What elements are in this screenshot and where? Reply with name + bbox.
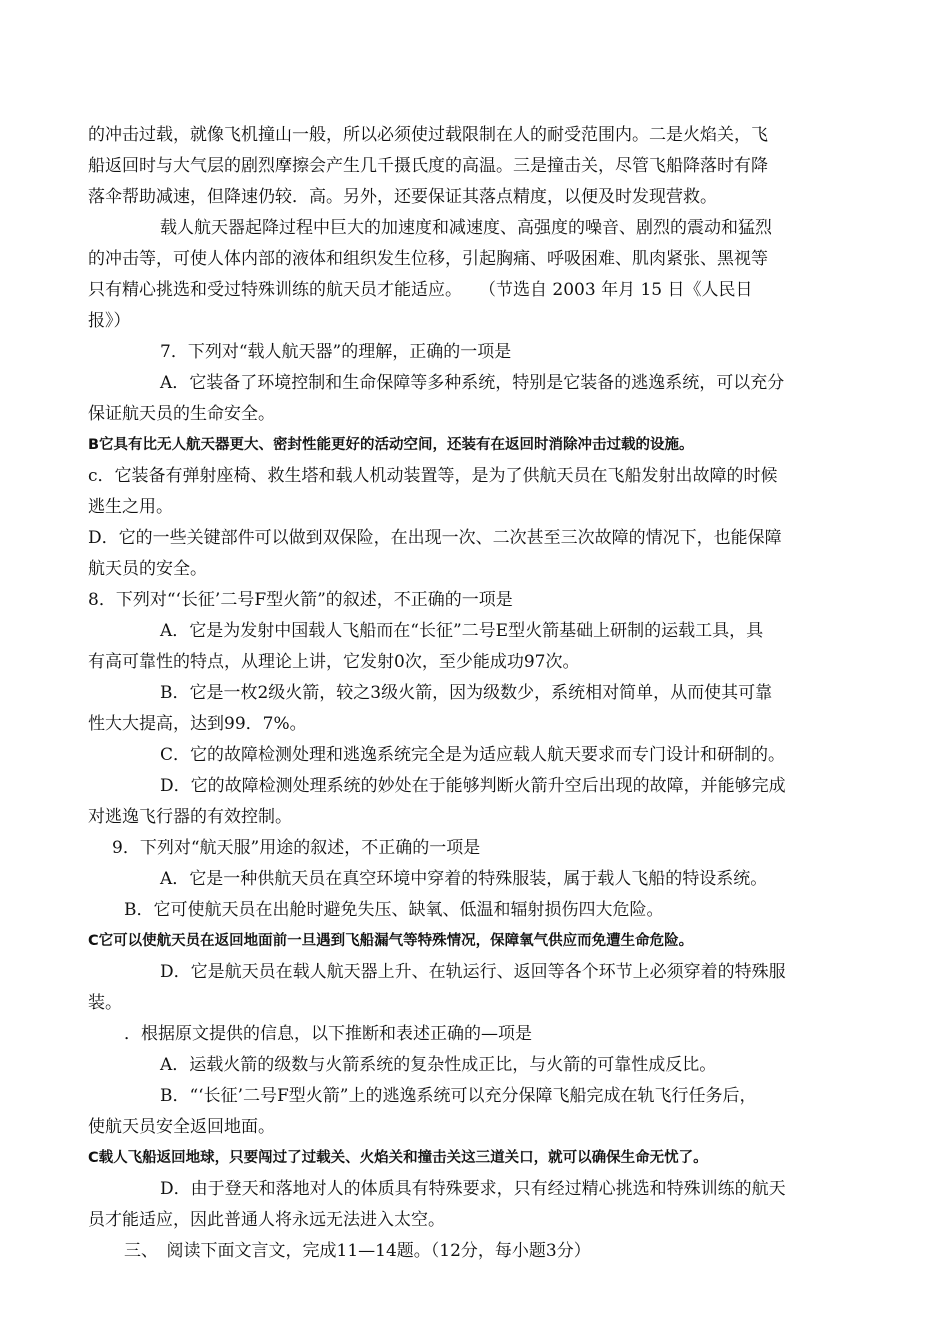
option-line: A．它是为发射中国载人飞船而在“长征”二号E型火箭基础上研制的运载工具，具 <box>160 621 764 641</box>
text-line: 的冲击等，可使人体内部的液体和组织发生位移，引起胸痛、呼吸困难、肌肉紧张、黑视等 <box>88 249 768 269</box>
option-line: 航天员的安全。 <box>88 559 207 579</box>
option-line-bold: B它具有比无人航天器更大、密封性能更好的活动空间，还装有在返回时消除冲击过载的设施。 <box>88 437 694 453</box>
option-line: A．它是一种供航天员在真空环境中穿着的特殊服装，属于载人飞船的特设系统。 <box>160 869 768 889</box>
text-line: 落伞帮助减速，但降速仍较．高。另外，还要保证其落点精度，以便及时发现营救。 <box>88 187 717 207</box>
option-line-bold: C载人飞船返回地球，只要闯过了过载关、火焰关和撞击关这三道关口，就可以确保生命无忧了。 <box>88 1150 708 1166</box>
option-line: 对逃逸飞行器的有效控制。 <box>88 807 292 827</box>
option-line-bold: C它可以使航天员在返回地面前一旦遇到飞船漏气等特殊情况，保障氧气供应而免遭生命危险。 <box>88 933 694 949</box>
text-line: 报》） <box>88 311 131 331</box>
option-line: 性大大提高，达到99．7%。 <box>88 714 307 734</box>
option-line: B．它是一枚2级火箭，较之3级火箭，因为级数少，系统相对简单，从而使其可靠 <box>160 683 773 703</box>
option-line: B．它可使航天员在出舱时避免失压、缺氧、低温和辐射损伤四大危险。 <box>124 900 664 920</box>
text-line: 的冲击过载，就像飞机撞山一般，所以必须使过载限制在人的耐受范围内。二是火焰关，飞 <box>88 125 768 145</box>
option-line: A．运载火箭的级数与火箭系统的复杂性成正比，与火箭的可靠性成反比。 <box>160 1055 717 1075</box>
option-line: c．它装备有弹射座椅、救生塔和载人机动装置等，是为了供航天员在飞船发射出故障的时候 <box>88 466 778 486</box>
option-line: C．它的故障检测处理和逃逸系统完全是为适应载人航天要求而专门设计和研制的。 <box>160 745 786 765</box>
question-7-stem: 7．下列对“载人航天器”的理解，正确的一项是 <box>160 342 512 362</box>
option-line: 逃生之用。 <box>88 497 173 517</box>
document-page <box>88 120 872 1267</box>
question-10-stem: ．根据原文提供的信息，以下推断和表述正确的—项是 <box>124 1024 532 1044</box>
text-line: 船返回时与大气层的剧烈摩擦会产生几千摄氏度的高温。三是撞击关，尽管飞船降落时有降 <box>88 156 768 176</box>
option-line: D．它的一些关键部件可以做到双保险，在出现一次、二次甚至三次故障的情况下，也能保障 <box>88 528 782 548</box>
option-line: D．由于登天和落地对人的体质具有特殊要求，只有经过精心挑选和特殊训练的航天 <box>160 1179 786 1199</box>
option-line: D．它的故障检测处理系统的妙处在于能够判断火箭升空后出现的故障，并能够完成 <box>160 776 786 796</box>
option-line: 保证航天员的生命安全。 <box>88 404 275 424</box>
option-line: A．它装备了环境控制和生命保障等多种系统，特别是它装备的逃逸系统，可以充分 <box>160 373 785 393</box>
text-line: 只有精心挑选和受过特殊训练的航天员才能适应。 （节选自 2003 年月 15 日《人民日 <box>88 280 753 300</box>
option-line: 有高可靠性的特点，从理论上讲，它发射0次，至少能成功97次。 <box>88 652 580 672</box>
option-line: 装。 <box>88 993 122 1013</box>
option-line: 员才能适应，因此普通人将永远无法进入太空。 <box>88 1210 445 1230</box>
question-9-stem: 9．下列对“航天服”用途的叙述，不正确的一项是 <box>112 838 481 858</box>
option-line: D．它是航天员在载人航天器上升、在轨运行、返回等各个环节上必须穿着的特殊服 <box>160 962 786 982</box>
text-line: 载人航天器起降过程中巨大的加速度和减速度、高强度的噪音、剧烈的震动和猛烈 <box>160 218 772 238</box>
section-heading: 三、 阅读下面文言文，完成11—14题。（12分，每小题3分） <box>124 1241 591 1261</box>
option-line: 使航天员安全返回地面。 <box>88 1117 275 1137</box>
option-line: B．“‘长征’二号F型火箭”上的逃逸系统可以充分保障飞船完成在轨飞行任务后， <box>160 1086 757 1106</box>
question-8-stem: 8．下列对“‘长征’二号F型火箭”的叙述，不正确的一项是 <box>88 590 513 610</box>
